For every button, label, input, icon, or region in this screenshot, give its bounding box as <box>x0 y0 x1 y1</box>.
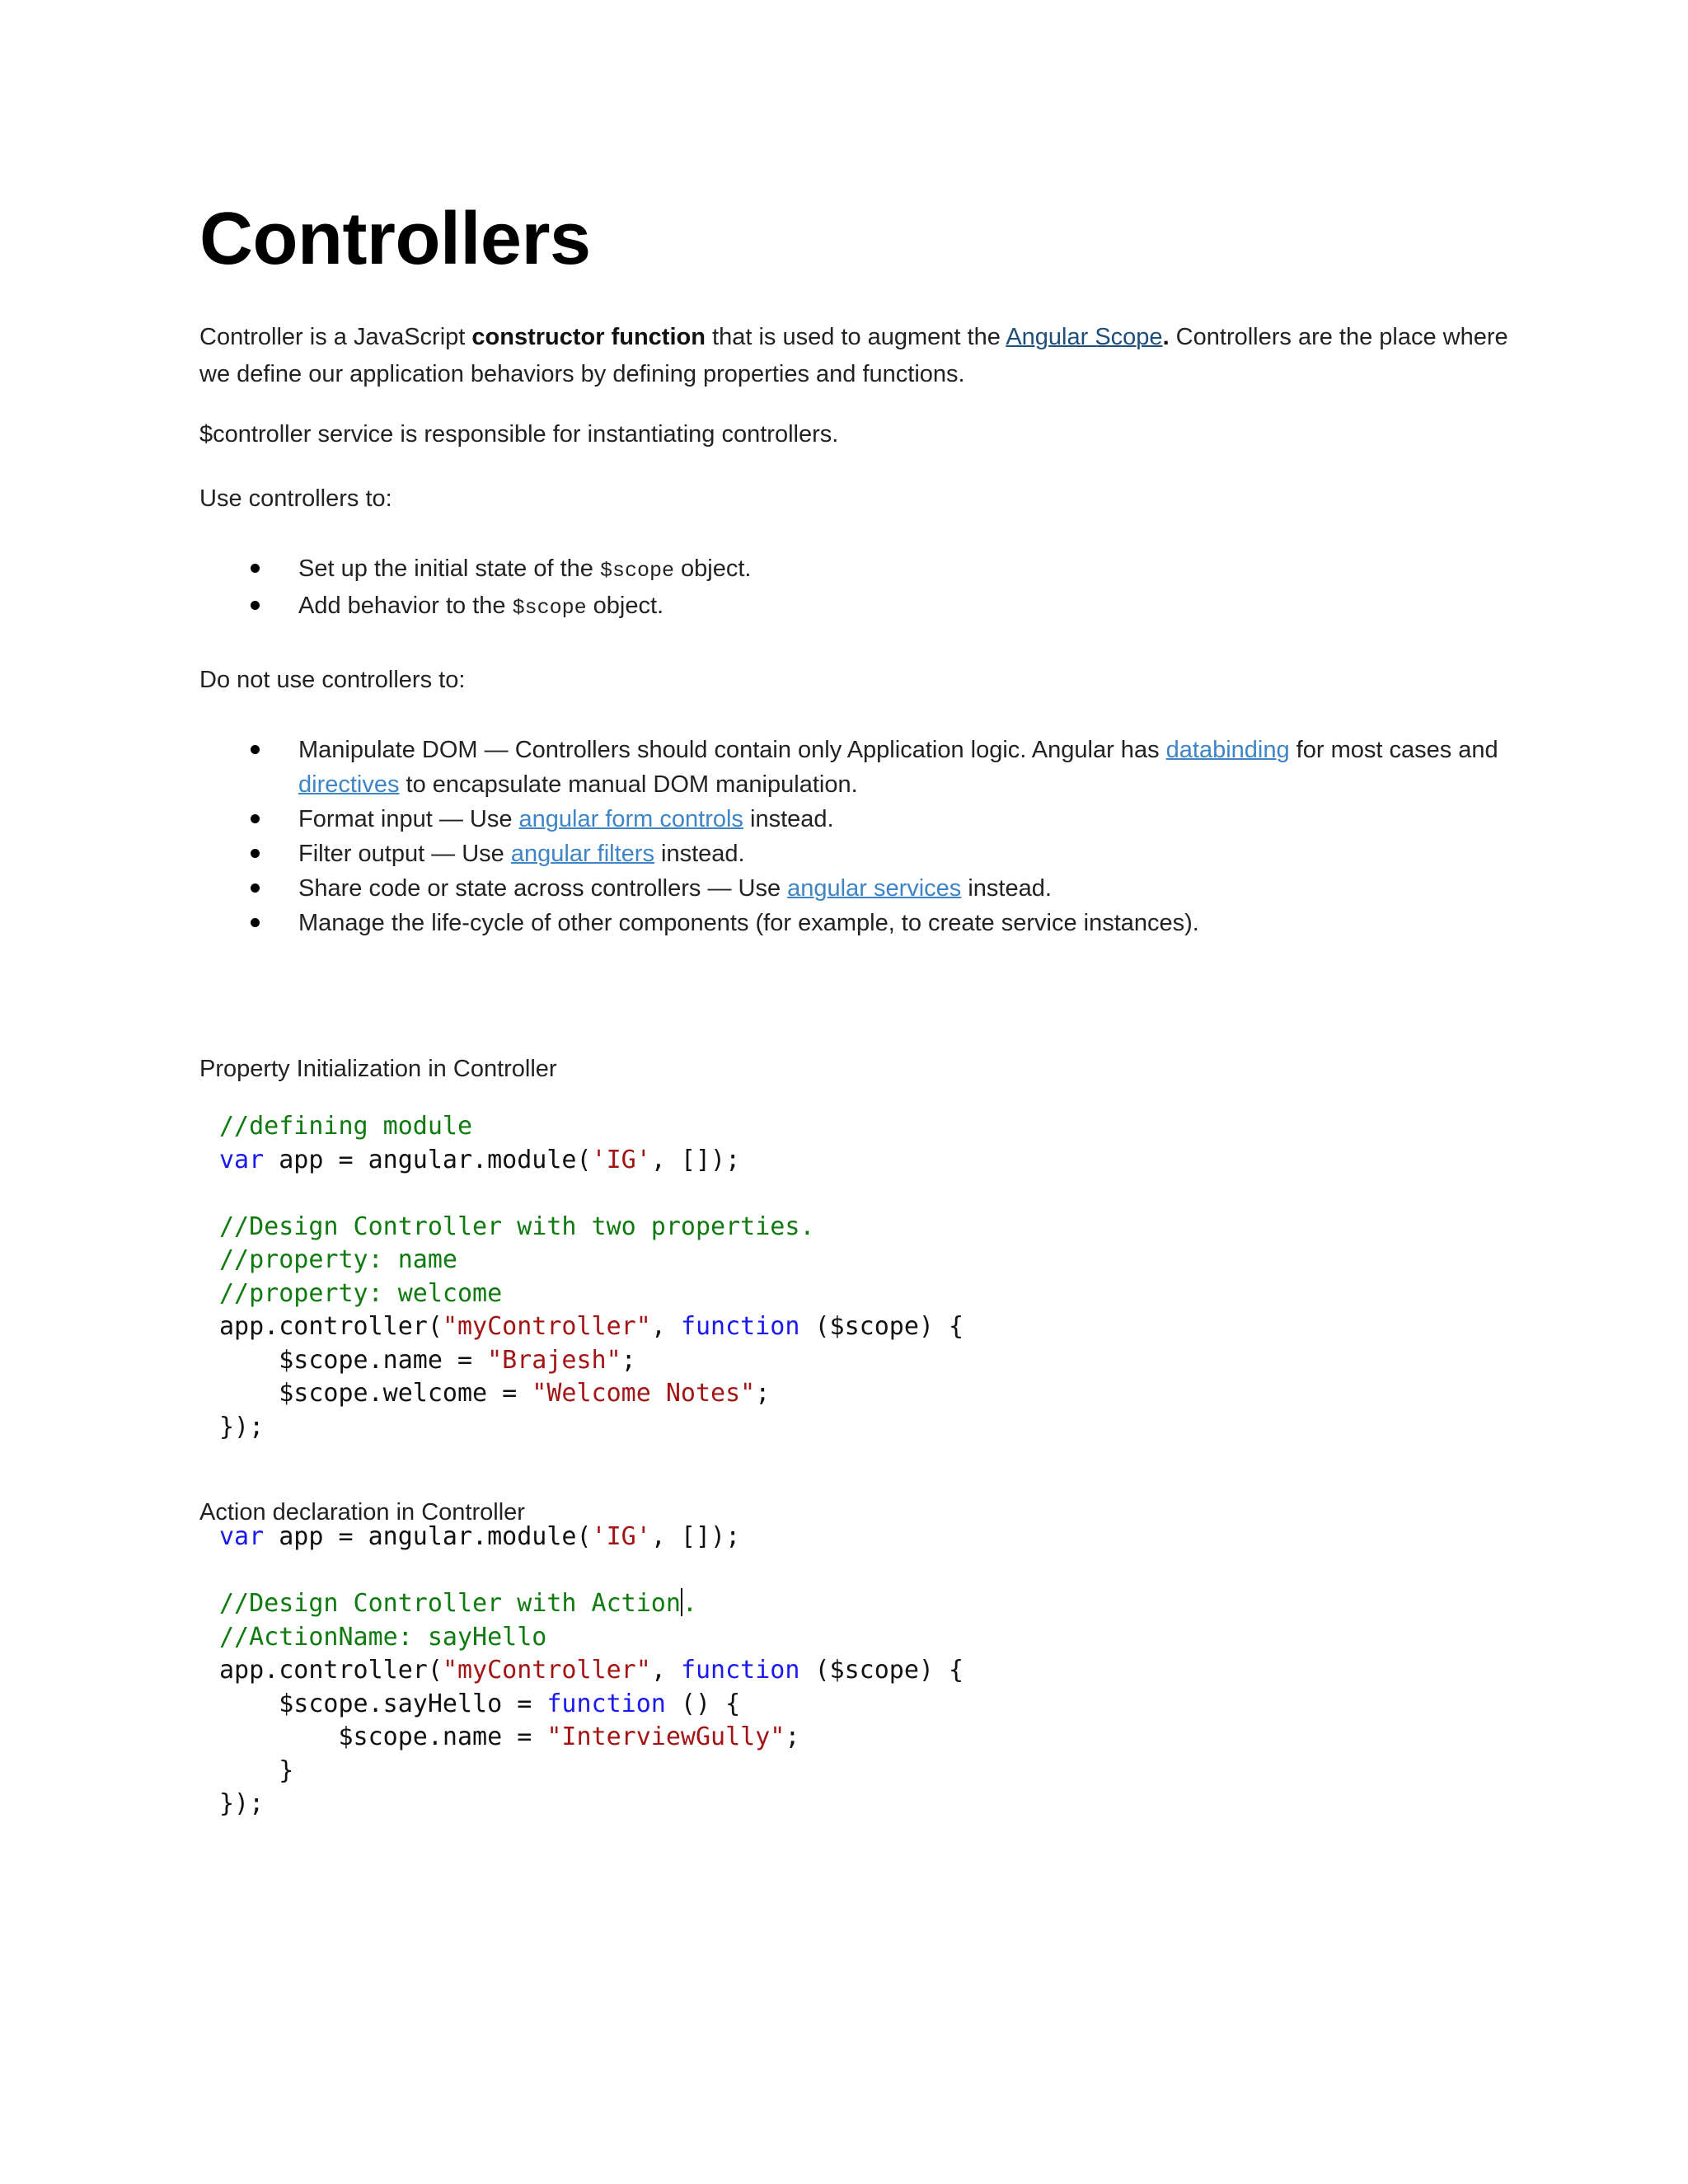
code-line: //property: welcome <box>219 1278 503 1308</box>
bullet-icon <box>251 883 260 893</box>
bullet-icon <box>251 601 260 610</box>
code-line: //property: name <box>219 1245 457 1274</box>
code-line: //Design Controller with two properties. <box>219 1212 815 1241</box>
intro-paragraph: Controller is a JavaScript constructor function that is used to augment the Angular Scope. Controllers are the place where we define our application behaviors by defining properties and functions. <box>199 324 1508 387</box>
bullet-icon <box>251 849 260 858</box>
list-item: Manage the life-cycle of other components (for example, to create service instances). <box>199 906 1518 940</box>
controller-service-paragraph: $controller service is responsible for instantiating controllers. <box>199 421 839 448</box>
code-line: } <box>219 1755 294 1785</box>
bullet-icon <box>251 918 260 927</box>
document-content <box>199 194 1518 1818</box>
angular-filters-link[interactable]: angular filters <box>510 841 654 867</box>
code-line: }); <box>219 1412 265 1441</box>
bullet-icon <box>251 814 260 823</box>
bold-term: constructor function <box>471 324 706 350</box>
code-block-action-declaration: var app = angular.module('IG', []); //Design Controller with Action. //ActionName: sayHello app.controller("myController", function ($scope) { $scope.sayHello = function () { $scope.name = "InterviewGully"; } }); <box>219 1522 964 1818</box>
angular-services-link[interactable]: angular services <box>787 875 962 902</box>
code-line: //ActionName: sayHello <box>219 1622 547 1652</box>
code-line: }); <box>219 1789 265 1818</box>
angular-scope-link[interactable]: Angular Scope <box>1006 324 1163 350</box>
code-line: //defining module <box>219 1112 473 1141</box>
list-item: Add behavior to the $scope object. <box>199 588 1518 626</box>
inline-code: $scope <box>512 596 587 620</box>
page-title: Controllers <box>199 198 591 280</box>
angular-form-controls-link[interactable]: angular form controls <box>518 806 743 832</box>
use-heading: Use controllers to: <box>199 485 392 512</box>
list-item: Format input — Use angular form controls instead. <box>199 802 1518 837</box>
databinding-link[interactable]: databinding <box>1165 737 1290 763</box>
directives-link[interactable]: directives <box>298 771 400 798</box>
dont-list <box>199 733 1518 940</box>
bullet-icon <box>251 745 260 754</box>
dont-heading: Do not use controllers to: <box>199 667 466 693</box>
list-item: Set up the initial state of the $scope object. <box>199 551 1518 588</box>
inline-code: $scope <box>599 559 674 583</box>
use-list <box>199 551 1518 626</box>
list-item: Filter output — Use angular filters instead. <box>199 837 1518 871</box>
section1-heading: Property Initialization in Controller <box>199 1056 557 1082</box>
list-item: Manipulate DOM — Controllers should contain only Application logic. Angular has databinding for most cases and directives to encapsulate manual DOM manipulation. <box>199 733 1518 802</box>
bullet-icon <box>251 564 260 573</box>
code-block-property-init: //defining module var app = angular.module('IG', []); //Design Controller with two properties. //property: name //property: welcome app.controller("myController", function ($scope) { $scope.name = "Brajesh"; $scope.welcome = "Welcome Notes"; }); <box>219 1112 964 1441</box>
list-item: Share code or state across controllers — Use angular services instead. <box>199 871 1518 906</box>
section2-heading: Action declaration in Controller <box>199 1499 525 1526</box>
